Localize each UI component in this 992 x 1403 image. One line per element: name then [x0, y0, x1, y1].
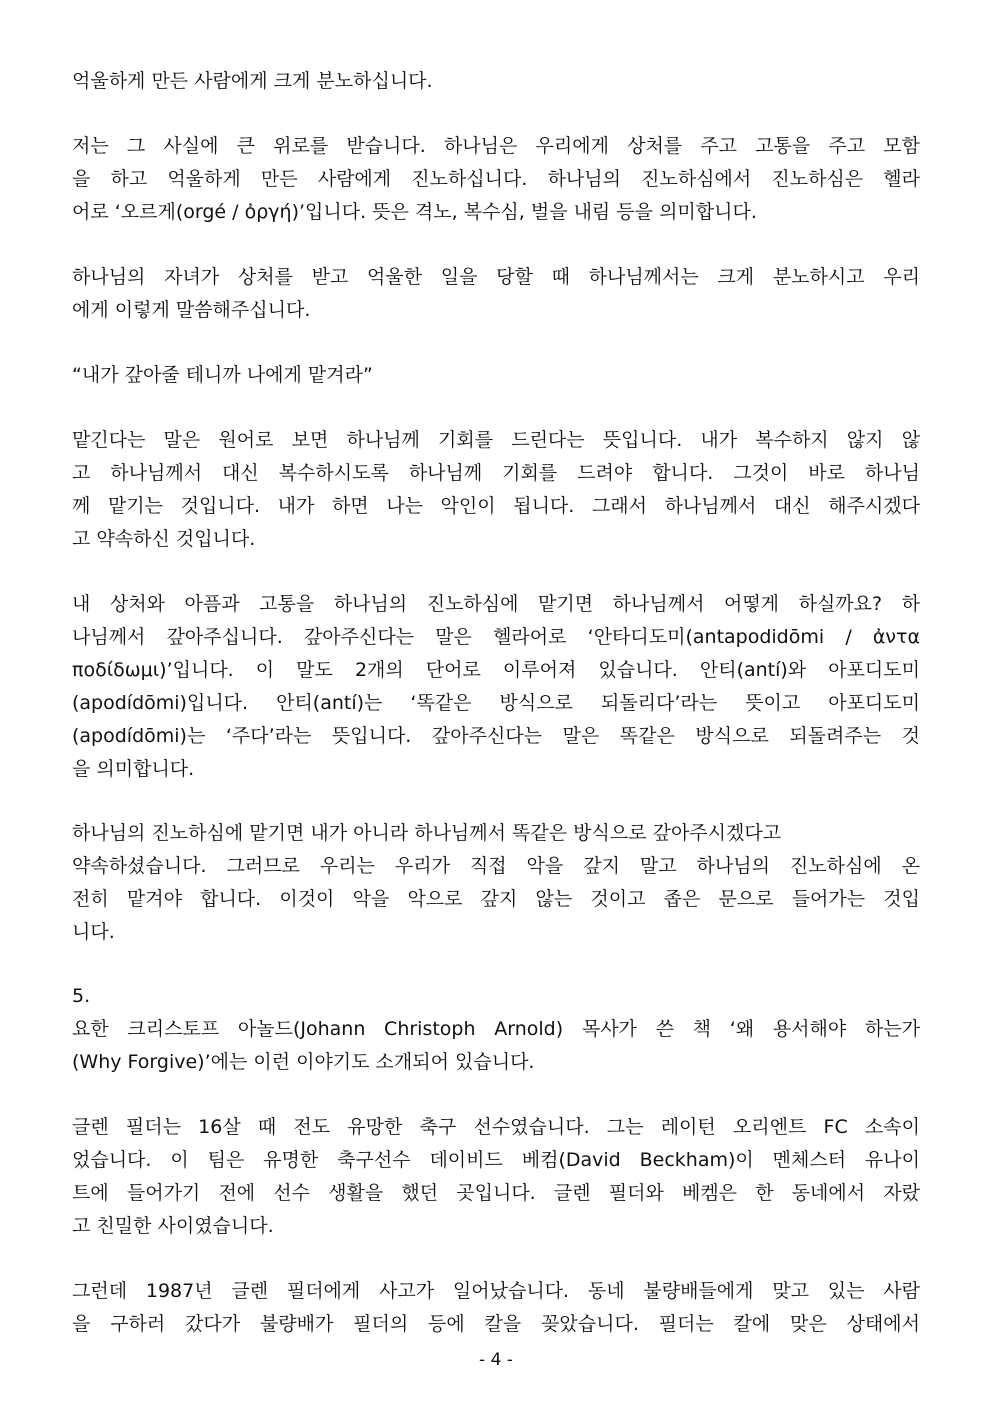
text-line: 고 약속하신 것입니다. [72, 528, 256, 550]
text-line: 고 친밀한 사이였습니다. [72, 1215, 274, 1237]
text-line: 억울하게 만든 사람에게 크게 분노하십니다. [72, 70, 433, 92]
text-line: 에게 이렇게 말씀해주십니다. [72, 299, 311, 321]
text-line: 그런데 1987년 글렌 필더에게 사고가 일어났습니다. 동네 불량배들에게 맞고 있는 사람 [72, 1280, 920, 1302]
text-line: ποδίδωμι)’입니다. 이 말도 2개의 단어로 이루어져 있습니다. 안티(antí)와 아포디도미 [72, 659, 920, 681]
text-line: 하나님의 자녀가 상처를 받고 억울한 일을 당할 때 하나님께서는 크게 분노하시고 우리 [72, 266, 920, 288]
text-line: 니다. [72, 921, 115, 943]
text-line: 글렌 필더는 16살 때 전도 유망한 축구 선수였습니다. 그는 레이턴 오리엔트 FC 소속이 [72, 1116, 920, 1138]
page-number: - 4 - [479, 1350, 513, 1370]
text-line: 께 맡기는 것입니다. 내가 하면 나는 악인이 됩니다. 그래서 하나님께서 대신 해주시겠다 [72, 495, 920, 517]
text-line: 트에 들어가기 전에 선수 생활을 했던 곳입니다. 글렌 필더와 베켐은 한 동네에서 자랐 [72, 1182, 920, 1204]
text-line: (Why Forgive)’에는 이런 이야기도 소개되어 있습니다. [72, 1051, 535, 1073]
text-line: 5. [72, 985, 91, 1007]
text-line: 어로 ‘오르게(orgé / ὀργή)’입니다. 뜻은 격노, 복수심, 벌을 내림 등을 의미합니다. [72, 201, 757, 223]
text-line: “내가 갚아줄 테니까 나에게 맡겨라” [72, 364, 373, 386]
text-line: 약속하셨습니다. 그러므로 우리는 우리가 직접 악을 갚지 말고 하나님의 진노하심에 온 [72, 855, 920, 877]
text-line: 을 의미합니다. [72, 758, 195, 780]
text-line: 맡긴다는 말은 원어로 보면 하나님께 기회를 드린다는 뜻입니다. 내가 복수하지 않지 않 [72, 429, 920, 451]
text-line: 고 하나님께서 대신 복수하시도록 하나님께 기회를 드려야 합니다. 그것이 바로 하나님 [72, 462, 920, 484]
text-line: 나님께서 갚아주십니다. 갚아주신다는 말은 헬라어로 ‘안타디도미(antapodidōmi / ἀντα [72, 626, 920, 648]
text-line: 전히 맡겨야 합니다. 이것이 악을 악으로 갚지 않는 것이고 좁은 문으로 들어가는 것입 [72, 888, 920, 910]
text-line: (apodídōmi)입니다. 안티(antí)는 ‘똑같은 방식으로 되돌리다’라는 뜻이고 아포디도미 [72, 692, 920, 714]
text-line: (apodídōmi)는 ‘주다’라는 뜻입니다. 갚아주신다는 말은 똑같은 방식으로 되돌려주는 것 [72, 725, 920, 747]
text-line: 하나님의 진노하심에 맡기면 내가 아니라 하나님께서 똑같은 방식으로 갚아주시겠다고 [72, 822, 782, 844]
text-line: 저는 그 사실에 큰 위로를 받습니다. 하나님은 우리에게 상처를 주고 고통을 주고 모함 [72, 135, 920, 157]
text-line: 요한 크리스토프 아놀드(Johann Christoph Arnold) 목사가 쓴 책 ‘왜 용서해야 하는가 [72, 1018, 920, 1040]
text-line: 을 하고 억울하게 만든 사람에게 진노하십니다. 하나님의 진노하심에서 진노하심은 헬라 [72, 168, 920, 190]
text-line: 었습니다. 이 팀은 유명한 축구선수 데이비드 베컴(David Beckham)이 멘체스터 유나이 [72, 1149, 920, 1171]
text-line: 을 구하러 갔다가 불량배가 필더의 등에 칼을 꽂았습니다. 필더는 칼에 맞은 상태에서 [72, 1313, 920, 1335]
text-line: 내 상처와 아픔과 고통을 하나님의 진노하심에 맡기면 하나님께서 어떻게 하실까요? 하 [72, 593, 920, 615]
